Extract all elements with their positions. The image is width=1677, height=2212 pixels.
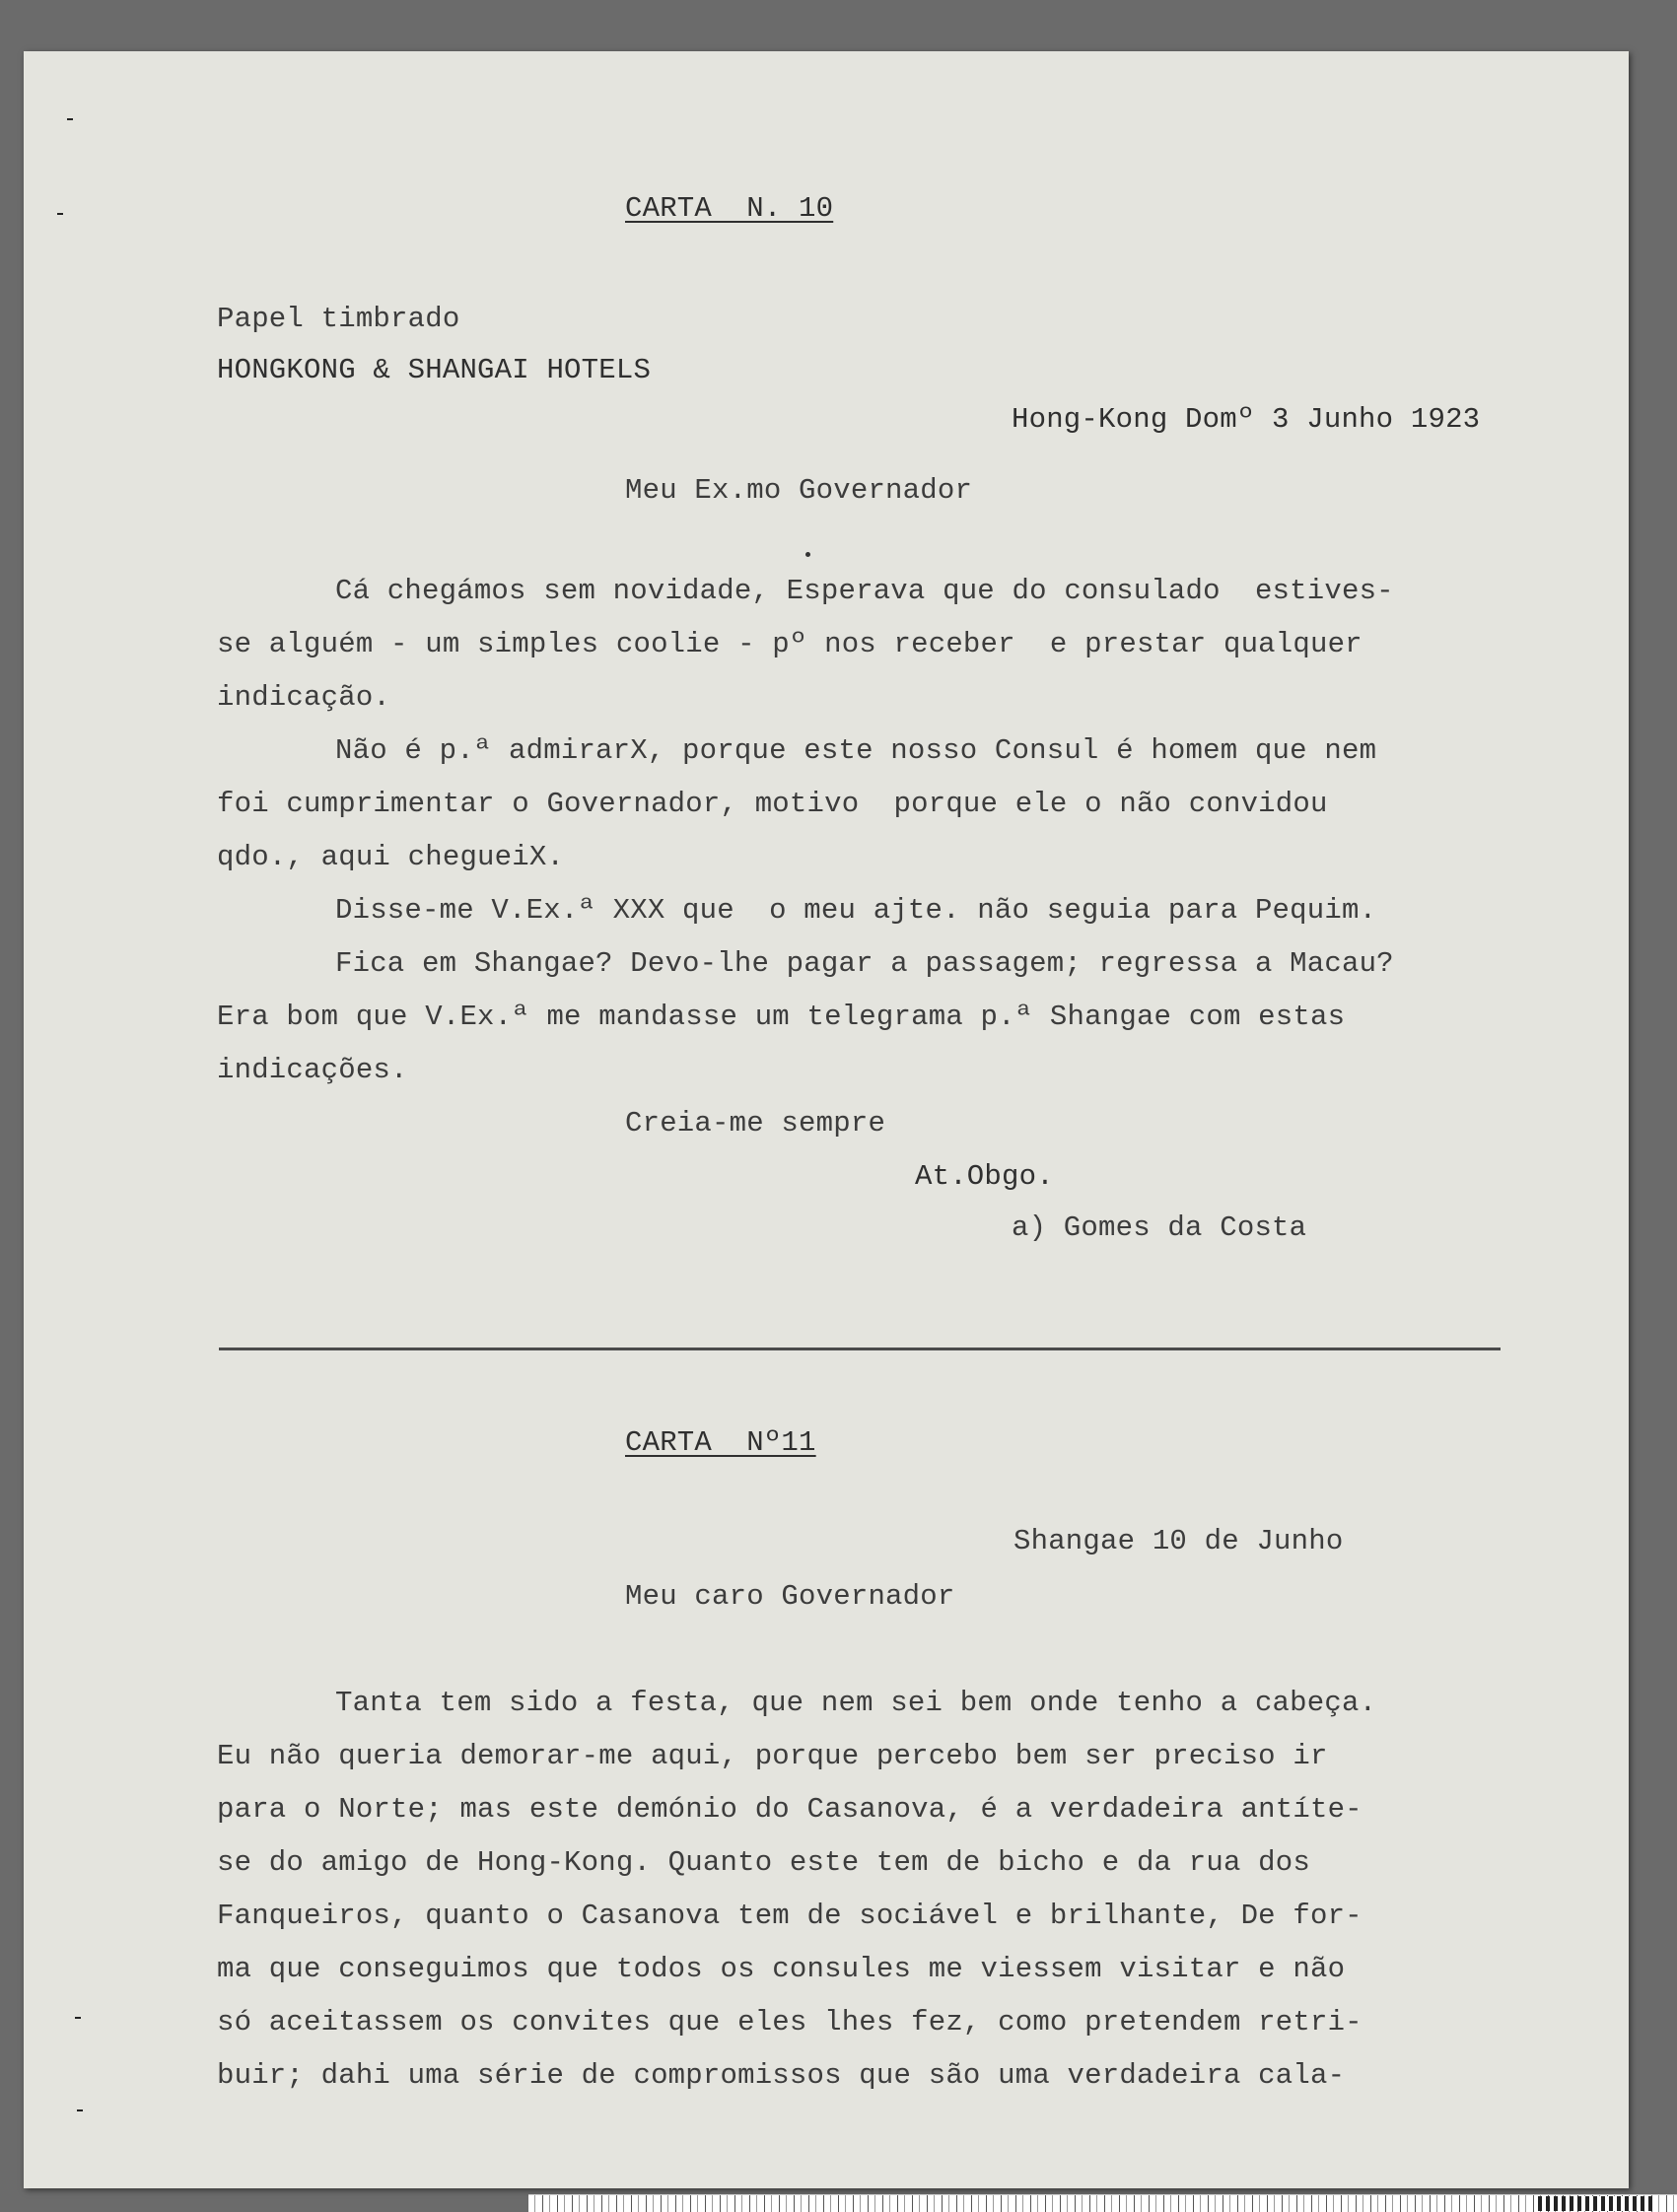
letter-10-body-line: Cá chegámos sem novidade, Esperava que do consulado estives- <box>335 575 1394 607</box>
letter-10-body-line: indicações. <box>217 1054 408 1086</box>
letter-11-body-line: Eu não queria demorar-me aqui, porque percebo bem ser preciso ir <box>217 1740 1328 1772</box>
letter-11-body-line: só aceitassem os convites que eles lhes fez, como pretendem retri- <box>217 2006 1363 2039</box>
letter-10-closing: Creia-me sempre <box>625 1107 886 1140</box>
letterhead-line-2: HONGKONG & SHANGAI HOTELS <box>217 354 652 386</box>
letter-11-body-line: ma que conseguimos que todos os consules me viessem visitar e não <box>217 1953 1346 1985</box>
letter-10-heading: CARTA N. 10 <box>625 192 834 225</box>
letter-10-body-line: indicação. <box>217 681 391 714</box>
letter-11-body-line: Fanqueiros, quanto o Casanova tem de sociável e brilhante, De for- <box>217 1900 1363 1932</box>
ink-dot <box>805 552 810 557</box>
letter-10-body-line: Não é p.ª admirarX, porque este nosso Consul é homem que nem <box>335 734 1377 767</box>
letter-10-body-line: Fica em Shangae? Devo-lhe pagar a passagem; regressa a Macau? <box>335 947 1394 980</box>
letter-10-body-line: Disse-me V.Ex.ª XXX que o meu ajte. não seguia para Pequim. <box>335 894 1377 927</box>
margin-mark <box>77 2109 83 2111</box>
letter-10-body-line: foi cumprimentar o Governador, motivo porque ele o não convidou <box>217 788 1328 820</box>
letter-11-salutation: Meu caro Governador <box>625 1580 955 1613</box>
letter-11-body-line: se do amigo de Hong-Kong. Quanto este tem de bicho e da rua dos <box>217 1846 1310 1879</box>
letter-11-body-line: para o Norte; mas este demónio do Casanova, é a verdadeira antíte- <box>217 1793 1363 1826</box>
letter-10-body-line: se alguém - um simples coolie - pº nos receber e prestar qualquer <box>217 628 1363 660</box>
margin-mark <box>67 118 73 120</box>
letter-10-body-line: qdo., aqui chegueiX. <box>217 841 565 873</box>
document-page <box>24 51 1629 2188</box>
scan-ruler-end <box>1538 2196 1656 2211</box>
letter-11-body-line: buir; dahi uma série de compromissos que são uma verdadeira cala- <box>217 2059 1346 2092</box>
section-divider <box>219 1348 1501 1350</box>
letter-11-date: Shangae 10 de Junho <box>1013 1525 1344 1557</box>
letter-10-closing-2: At.Obgo. <box>915 1160 1054 1193</box>
scan-ruler <box>528 2194 1677 2212</box>
letter-11-body-line: Tanta tem sido a festa, que nem sei bem onde tenho a cabeça. <box>335 1687 1377 1719</box>
letterhead-line-1: Papel timbrado <box>217 303 460 335</box>
letter-11-heading: CARTA Nº11 <box>625 1426 816 1459</box>
letter-10-date: Hong-Kong Domº 3 Junho 1923 <box>1012 403 1481 436</box>
letter-10-body-line: Era bom que V.Ex.ª me mandasse um telegrama p.ª Shangae com estas <box>217 1001 1346 1033</box>
letter-10-salutation: Meu Ex.mo Governador <box>625 474 973 507</box>
margin-mark <box>75 2017 81 2019</box>
margin-mark <box>57 213 63 215</box>
letter-10-signature: a) Gomes da Costa <box>1012 1211 1307 1244</box>
